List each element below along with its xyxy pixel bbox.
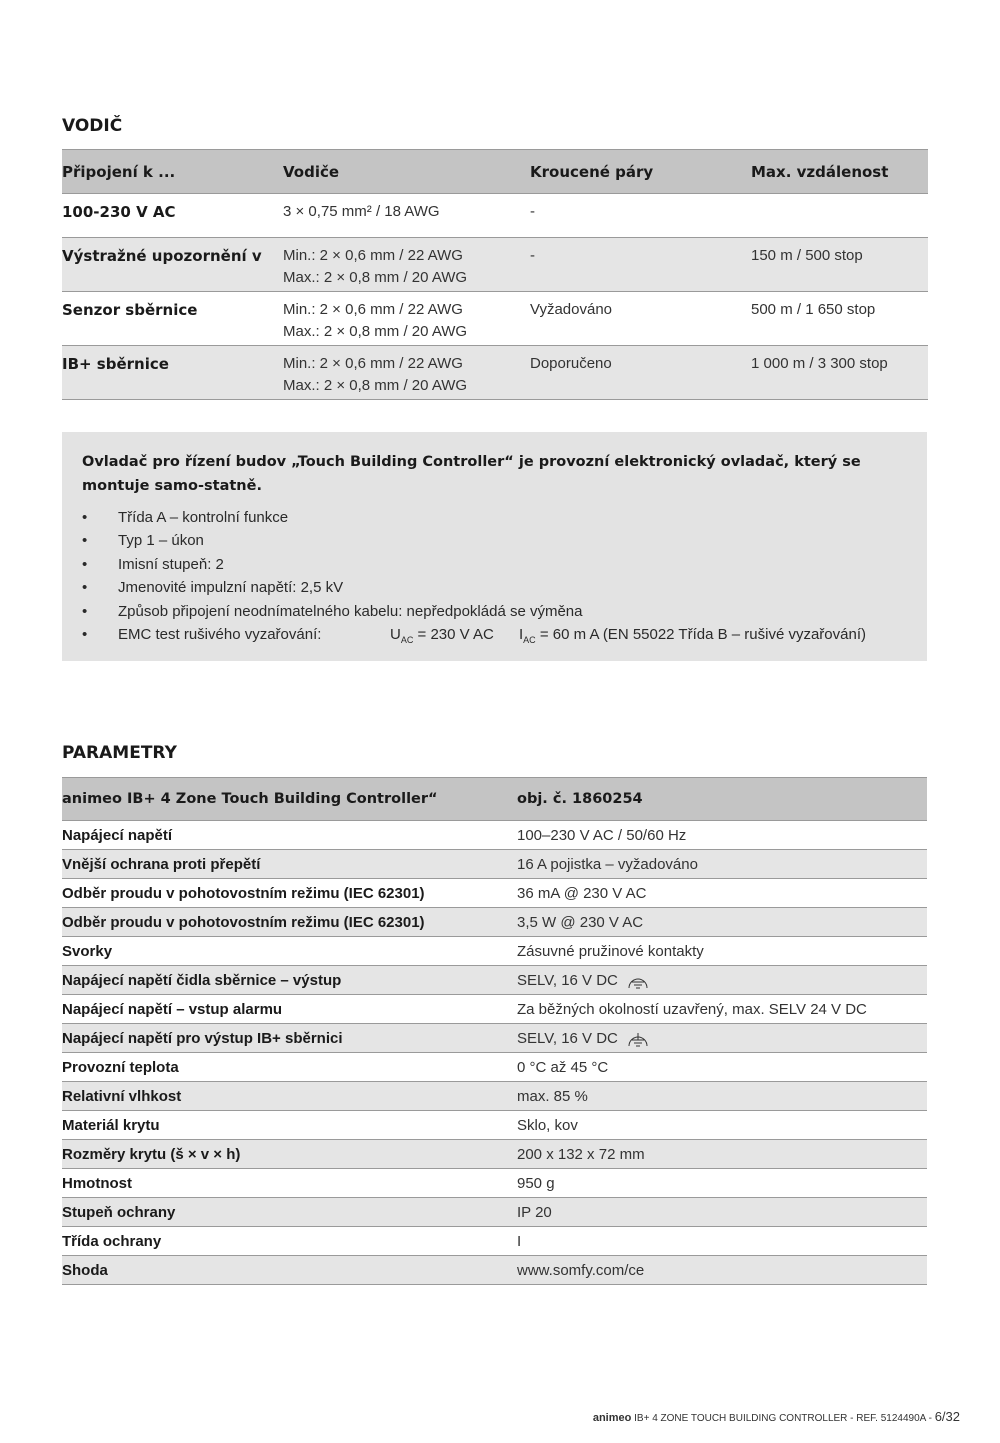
info-box (62, 432, 927, 661)
wire-spec-max: Max.: 2 × 0,8 mm / 20 AWG (283, 269, 468, 286)
wire-row-label: IB+ sběrnice (62, 346, 283, 400)
param-label: Odběr proudu v pohotovostním režimu (IEC 62301) (62, 879, 517, 908)
wire-row-distance: 500 m / 1 650 stop (751, 292, 928, 346)
param-label: Napájecí napětí (62, 821, 517, 850)
wire-header-wires: Vodiče (283, 150, 530, 194)
list-item (82, 529, 583, 552)
table-row (62, 937, 927, 966)
param-label: Relativní vlhkost (62, 1082, 517, 1111)
footer-brand: animeo (592, 1412, 632, 1424)
param-value: SELV, 16 V DC (517, 971, 618, 989)
wire-row-wires (283, 346, 530, 400)
param-value: 3,5 W @ 230 V AC (517, 908, 927, 937)
list-item (82, 553, 583, 576)
table-row (62, 1024, 927, 1053)
page-number: 6/32 (934, 1409, 960, 1424)
info-intro: Ovladač pro řízení budov „Touch Building Controller“ je provozní elektronický ovladač, který se montuje samo-statně. (82, 454, 861, 494)
param-value: 0 °C až 45 °C (517, 1053, 927, 1082)
wire-header-connection: Připojení k ... (62, 150, 283, 194)
table-row (62, 238, 928, 292)
wire-row-wires (283, 238, 530, 292)
param-value: 950 g (517, 1169, 927, 1198)
table-row (62, 1169, 927, 1198)
wire-spec-min: Min.: 2 × 0,6 mm / 22 AWG (283, 301, 463, 318)
list-item-emc (82, 623, 866, 646)
param-table-header (62, 778, 927, 821)
table-row (62, 1111, 927, 1140)
param-label: Odběr proudu v pohotovostním režimu (IEC 62301) (62, 908, 517, 937)
param-label: Napájecí napětí – vstup alarmu (62, 995, 517, 1024)
wire-row-pairs: - (530, 194, 751, 238)
table-row (62, 1227, 927, 1256)
table-row (62, 1256, 927, 1285)
section-title-vodic: VODIČ (62, 116, 123, 136)
list-item (82, 600, 583, 623)
param-label: Rozměry krytu (š × v × h) (62, 1140, 517, 1169)
emc-voltage-value: = 230 V AC (413, 625, 494, 643)
wire-header-max-distance: Max. vzdálenost (751, 150, 928, 194)
wire-row-pairs: Doporučeno (530, 346, 751, 400)
param-header-product: animeo IB+ 4 Zone Touch Building Controller“ (62, 778, 517, 821)
wire-spec-max: Max.: 2 × 0,8 mm / 20 AWG (283, 323, 468, 340)
wire-row-wires (283, 292, 530, 346)
param-label: Napájecí napětí pro výstup IB+ sběrnici (62, 1024, 517, 1053)
table-row (62, 966, 927, 995)
param-label: Shoda (62, 1256, 517, 1285)
param-value: 16 A pojistka – vyžadováno (517, 850, 927, 879)
param-label: Třída ochrany (62, 1227, 517, 1256)
wire-spec-min: Min.: 2 × 0,6 mm / 22 AWG (283, 355, 463, 372)
param-label: Materiál krytu (62, 1111, 517, 1140)
footer-reference: IB+ 4 ZONE TOUCH BUILDING CONTROLLER - REF. 5124490A - (631, 1413, 935, 1424)
wire-spec-max: Max.: 2 × 0,8 mm / 20 AWG (283, 377, 468, 394)
table-row (62, 292, 928, 346)
param-header-order-number: obj. č. 1860254 (517, 778, 927, 821)
page-footer (593, 1409, 960, 1424)
bullet-icon: • (82, 555, 88, 573)
list-item-text: Jmenovité impulzní napětí: 2,5 kV (118, 579, 344, 597)
wire-table (62, 149, 928, 400)
wire-row-distance: 150 m / 500 stop (751, 238, 928, 292)
parameters-table (62, 777, 927, 1285)
list-item (82, 576, 583, 599)
table-row (62, 850, 927, 879)
table-row (62, 908, 927, 937)
emc-label: EMC test rušivého vyzařování: (118, 625, 322, 643)
table-row (62, 821, 927, 850)
param-value: max. 85 % (517, 1082, 927, 1111)
emc-current-value: = 60 m A (EN 55022 Třída B – rušivé vyzařování) (535, 625, 866, 643)
emc-voltage-subscript: AC (400, 634, 414, 645)
param-label: Provozní teplota (62, 1053, 517, 1082)
param-label: Stupeň ochrany (62, 1198, 517, 1227)
param-value: 36 mA @ 230 V AC (517, 879, 927, 908)
table-row (62, 1140, 927, 1169)
emc-current-symbol: I (519, 625, 524, 643)
list-item-text: Třída A – kontrolní funkce (118, 509, 289, 526)
wire-header-twisted-pairs: Kroucené páry (530, 150, 751, 194)
param-label: Napájecí napětí čidla sběrnice – výstup (62, 966, 517, 995)
table-row (62, 1198, 927, 1227)
protective-ground-icon (626, 1031, 650, 1047)
param-value: Sklo, kov (517, 1111, 927, 1140)
protective-ground-icon (626, 973, 650, 989)
emc-current (519, 623, 866, 652)
emc-current-subscript: AC (523, 634, 536, 645)
param-value: www.somfy.com/ce (517, 1256, 927, 1285)
param-label: Svorky (62, 937, 517, 966)
bullet-icon: • (82, 532, 88, 550)
table-row (62, 1082, 927, 1111)
wire-row-label: Senzor sběrnice (62, 292, 283, 346)
list-item-text: Typ 1 – úkon (118, 532, 204, 550)
emc-voltage-symbol: U (390, 625, 401, 643)
table-row (62, 1053, 927, 1082)
bullet-icon: • (82, 509, 88, 526)
table-row (62, 879, 927, 908)
param-value: Za běžných okolností uzavřený, max. SELV 24 V DC (517, 995, 927, 1024)
param-value: IP 20 (517, 1198, 927, 1227)
table-row (62, 346, 928, 400)
param-value: 100–230 V AC / 50/60 Hz (517, 821, 927, 850)
wire-row-distance (751, 194, 928, 238)
section-title-parametry: PARAMETRY (62, 743, 177, 763)
bullet-icon: • (82, 602, 88, 620)
wire-row-label: 100-230 V AC (62, 194, 283, 238)
table-row (62, 194, 928, 238)
param-value-cell (517, 1024, 927, 1053)
wire-row-wires (283, 194, 530, 238)
wire-table-header (62, 150, 928, 194)
param-value: 200 x 132 x 72 mm (517, 1140, 927, 1169)
wire-row-pairs: Vyžadováno (530, 292, 751, 346)
param-value-cell (517, 966, 927, 995)
param-value: SELV, 16 V DC (517, 1029, 618, 1047)
param-value: I (517, 1227, 927, 1256)
list-item-text: Imisní stupeň: 2 (118, 555, 224, 573)
wire-spec-min: Min.: 2 × 0,6 mm / 22 AWG (283, 247, 463, 264)
wire-row-label: Výstražné upozornění v (62, 238, 283, 292)
wire-spec-line: 3 × 0,75 mm² / 18 AWG (283, 203, 440, 220)
bullet-icon: • (82, 579, 88, 597)
bullet-icon: • (82, 625, 88, 643)
table-row (62, 995, 927, 1024)
wire-row-pairs: - (530, 238, 751, 292)
info-list (82, 506, 866, 646)
param-value: Zásuvné pružinové kontakty (517, 937, 927, 966)
param-label: Hmotnost (62, 1169, 517, 1198)
param-label: Vnější ochrana proti přepětí (62, 850, 517, 879)
list-item-text: Způsob připojení neodnímatelného kabelu: nepředpokládá se výměna (118, 602, 583, 620)
list-item (82, 506, 583, 529)
emc-voltage (390, 623, 494, 652)
wire-row-distance: 1 000 m / 3 300 stop (751, 346, 928, 400)
